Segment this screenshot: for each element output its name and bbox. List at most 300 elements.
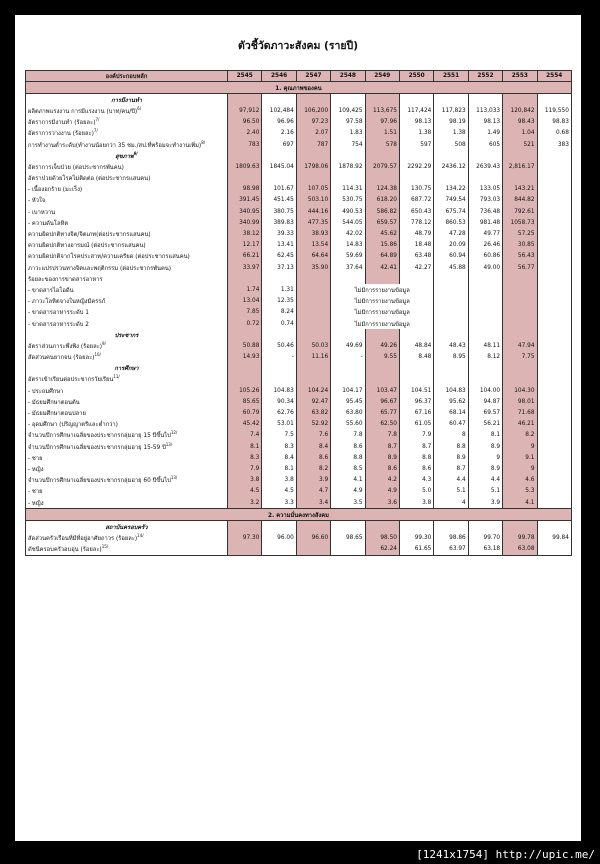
- value-cell: [434, 374, 468, 385]
- value-cell: 98.50: [365, 533, 399, 544]
- table-row: [26, 318, 572, 329]
- value-cell: [537, 184, 571, 195]
- table-row: [26, 544, 572, 556]
- row-label: - หญิง: [28, 466, 44, 473]
- empty-cell: [434, 329, 468, 340]
- value-cell: [262, 544, 296, 556]
- subsection-title: การศึกษา: [114, 366, 139, 373]
- value-cell: [537, 318, 571, 329]
- value-cell: 8.9: [365, 452, 399, 463]
- table-row: [26, 262, 572, 273]
- value-cell: 107.05: [296, 184, 330, 195]
- value-cell: 8.4: [262, 452, 296, 463]
- value-cell: 5.0: [399, 486, 433, 497]
- value-cell: 134.22: [434, 184, 468, 195]
- value-cell: [537, 396, 571, 407]
- value-cell: [399, 173, 433, 184]
- value-cell: 2079.57: [365, 161, 399, 172]
- value-cell: 659.57: [365, 217, 399, 228]
- value-cell: 11.16: [296, 352, 330, 363]
- value-cell: 98.13: [399, 117, 433, 128]
- empty-cell: [537, 94, 571, 106]
- row-label: อัตราการมีงานทำ (ร้อยละ): [28, 120, 96, 127]
- empty-cell: [468, 363, 502, 374]
- row-label: - เบาหวาน: [28, 209, 56, 216]
- row-label: จำนวนปีการศึกษาเฉลี่ยของประชากรกลุ่มอายุ 15 ปีขึ้นไป: [28, 433, 171, 440]
- value-cell: 8.8: [399, 452, 433, 463]
- no-data-note: ไม่มีการรายงานข้อมูล: [331, 307, 434, 318]
- row-label: - ขาดสารอาหารระดับ 2: [28, 321, 89, 328]
- value-cell: [537, 206, 571, 217]
- empty-cell: [503, 150, 537, 161]
- footnote-ref: 9/: [133, 150, 138, 156]
- value-cell: [296, 374, 330, 385]
- value-cell: 1809.63: [228, 161, 262, 172]
- subsection-title: ประชากร: [114, 332, 139, 339]
- value-cell: 793.03: [468, 195, 502, 206]
- empty-cell: [262, 521, 296, 533]
- value-cell: 53.01: [262, 419, 296, 430]
- value-cell: 4.1: [503, 497, 537, 509]
- value-cell: [503, 318, 537, 329]
- value-cell: 98.83: [537, 117, 571, 128]
- value-cell: [434, 273, 468, 284]
- value-cell: 4.5: [262, 486, 296, 497]
- value-cell: 8.48: [399, 352, 433, 363]
- subsection-row: [26, 363, 572, 374]
- value-cell: 844.82: [503, 195, 537, 206]
- value-cell: 98.13: [468, 117, 502, 128]
- empty-cell: [262, 329, 296, 340]
- empty-cell: [399, 150, 433, 161]
- value-cell: [537, 430, 571, 441]
- value-cell: 96.37: [399, 396, 433, 407]
- value-cell: 13.41: [262, 240, 296, 251]
- header-year: 2551: [434, 71, 468, 82]
- header-year: 2547: [296, 71, 330, 82]
- value-cell: 792.61: [503, 206, 537, 217]
- row-label: อัตราป่วยด้วยโรคไม่ติดต่อ (ต่อประชากรแสนคน): [28, 176, 151, 183]
- empty-cell: [296, 329, 330, 340]
- no-data-note: ไม่มีการรายงานข้อมูล: [331, 284, 434, 295]
- empty-cell: [228, 521, 262, 533]
- value-cell: [331, 544, 365, 556]
- value-cell: [468, 318, 502, 329]
- value-cell: 8.2: [296, 463, 330, 474]
- value-cell: 63.18: [468, 544, 502, 556]
- empty-cell: [331, 150, 365, 161]
- value-cell: [262, 273, 296, 284]
- empty-cell: [331, 363, 365, 374]
- value-cell: 124.38: [365, 184, 399, 195]
- empty-cell: [537, 329, 571, 340]
- value-cell: 444.16: [296, 206, 330, 217]
- value-cell: [537, 161, 571, 172]
- value-cell: 8.8: [331, 452, 365, 463]
- value-cell: 1.49: [468, 128, 502, 139]
- value-cell: 57.25: [503, 228, 537, 239]
- empty-cell: [468, 94, 502, 106]
- table-row: [26, 139, 572, 150]
- value-cell: 97.58: [331, 117, 365, 128]
- empty-cell: [262, 94, 296, 106]
- value-cell: 59.69: [331, 251, 365, 262]
- value-cell: 45.42: [228, 419, 262, 430]
- value-cell: 96.96: [262, 117, 296, 128]
- value-cell: 4.2: [365, 475, 399, 486]
- table-row: [26, 184, 572, 195]
- value-cell: [228, 173, 262, 184]
- value-cell: 3.8: [228, 475, 262, 486]
- value-cell: 15.86: [365, 240, 399, 251]
- value-cell: [331, 273, 365, 284]
- value-cell: 787: [296, 139, 330, 150]
- value-cell: 675.74: [434, 206, 468, 217]
- value-cell: 113,033: [468, 105, 502, 116]
- value-cell: 60.79: [228, 407, 262, 418]
- table-row: [26, 463, 572, 474]
- value-cell: [537, 475, 571, 486]
- image-size-footer: [1241x1754] http://upic.me/: [413, 847, 598, 862]
- row-label: - หัวใจ: [28, 198, 46, 205]
- value-cell: 9.55: [365, 352, 399, 363]
- value-cell: 8.24: [262, 307, 296, 318]
- row-label: ความผิดปกติทางจิต/จิตเภท(ต่อประชากรแสนคน): [28, 232, 151, 239]
- value-cell: [296, 544, 330, 556]
- value-cell: 8.9: [468, 441, 502, 452]
- value-cell: 4: [434, 497, 468, 509]
- value-cell: 60.86: [468, 251, 502, 262]
- value-cell: 104.83: [262, 385, 296, 396]
- value-cell: 8: [434, 430, 468, 441]
- value-cell: 69.57: [468, 407, 502, 418]
- empty-cell: [434, 521, 468, 533]
- value-cell: 49.77: [468, 228, 502, 239]
- value-cell: 96.00: [262, 533, 296, 544]
- value-cell: 981.48: [468, 217, 502, 228]
- value-cell: -: [262, 352, 296, 363]
- value-cell: [537, 340, 571, 351]
- value-cell: 45.62: [365, 228, 399, 239]
- value-cell: 340.95: [228, 206, 262, 217]
- table-row: [26, 533, 572, 544]
- value-cell: 5.1: [434, 486, 468, 497]
- value-cell: 4.9: [331, 486, 365, 497]
- value-cell: 8.6: [399, 463, 433, 474]
- empty-cell: [468, 521, 502, 533]
- row-label: - ความดันโลหิต: [28, 220, 69, 227]
- value-cell: 96.67: [365, 396, 399, 407]
- value-cell: 605: [468, 139, 502, 150]
- value-cell: 143.21: [503, 184, 537, 195]
- value-cell: 340.99: [228, 217, 262, 228]
- value-cell: [537, 195, 571, 206]
- value-cell: [468, 173, 502, 184]
- value-cell: 106,200: [296, 105, 330, 116]
- value-cell: 48.84: [399, 340, 433, 351]
- value-cell: 7.75: [503, 352, 537, 363]
- value-cell: [262, 173, 296, 184]
- no-data-note: ไม่มีการรายงานข้อมูล: [331, 318, 434, 329]
- empty-cell: [365, 363, 399, 374]
- value-cell: [296, 296, 330, 307]
- value-cell: 63.08: [503, 544, 537, 556]
- value-cell: 99.78: [503, 533, 537, 544]
- value-cell: [537, 352, 571, 363]
- empty-cell: [296, 94, 330, 106]
- footnote-ref: 6/: [137, 106, 142, 112]
- value-cell: [537, 296, 571, 307]
- value-cell: 383: [537, 139, 571, 150]
- table-row: [26, 419, 572, 430]
- value-cell: 39.33: [262, 228, 296, 239]
- value-cell: [296, 273, 330, 284]
- value-cell: -: [331, 352, 365, 363]
- footnote-ref: 9/: [102, 340, 106, 346]
- value-cell: 1.83: [331, 128, 365, 139]
- table-header-row: [26, 71, 572, 82]
- value-cell: [399, 273, 433, 284]
- table-row: [26, 228, 572, 239]
- empty-cell: [365, 329, 399, 340]
- value-cell: 97.30: [228, 533, 262, 544]
- value-cell: 8.6: [365, 463, 399, 474]
- empty-cell: [228, 150, 262, 161]
- row-label: อัตราเข้าเรียนต่อประชากรวัยเรียน: [28, 377, 114, 384]
- value-cell: 4.4: [434, 475, 468, 486]
- row-label: การทำงานต่ำระดับ(ทำงานน้อยกว่า 35 ชม./สป.ที่พร้อมจะทำงานเพิ่ม): [28, 142, 202, 149]
- row-label: ความผิดปกติทางอารมณ์ (ต่อประชากรแสนคน): [28, 243, 146, 250]
- empty-cell: [365, 150, 399, 161]
- value-cell: 46.21: [503, 419, 537, 430]
- value-cell: 56.77: [503, 262, 537, 273]
- value-cell: 117,823: [434, 105, 468, 116]
- value-cell: [537, 307, 571, 318]
- value-cell: 104.24: [296, 385, 330, 396]
- value-cell: [468, 296, 502, 307]
- table-row: [26, 206, 572, 217]
- value-cell: 20.09: [434, 240, 468, 251]
- value-cell: 3.2: [228, 497, 262, 509]
- table-row: [26, 486, 572, 497]
- value-cell: 1.38: [434, 128, 468, 139]
- value-cell: 95.45: [331, 396, 365, 407]
- value-cell: 1798.06: [296, 161, 330, 172]
- value-cell: [262, 374, 296, 385]
- row-label: สัดส่วนครัวเรือนที่มีที่อยู่อาศัยถาวร (ร้อยละ): [28, 536, 138, 543]
- value-cell: 98.86: [434, 533, 468, 544]
- value-cell: [537, 251, 571, 262]
- row-label: อัตราส่วนภาระพึ่งพิง (ร้อยละ): [28, 343, 103, 350]
- value-cell: 96.50: [228, 117, 262, 128]
- value-cell: 49.26: [365, 340, 399, 351]
- value-cell: 67.16: [399, 407, 433, 418]
- value-cell: [537, 544, 571, 556]
- value-cell: 9.1: [503, 452, 537, 463]
- row-label: อัตราการว่างงาน (ร้อยละ): [28, 131, 94, 138]
- empty-cell: [503, 521, 537, 533]
- table-row: [26, 296, 572, 307]
- row-label: - ขาดสารอาหารระดับ 1: [28, 310, 89, 317]
- value-cell: 380.75: [262, 206, 296, 217]
- value-cell: [537, 463, 571, 474]
- value-cell: [468, 374, 502, 385]
- section-title: 2. ความมั่นคงทางสังคม: [26, 509, 572, 521]
- value-cell: 8.1: [228, 441, 262, 452]
- table-row: [26, 173, 572, 184]
- value-cell: 7.6: [296, 430, 330, 441]
- subsection-row: [26, 94, 572, 106]
- empty-cell: [228, 363, 262, 374]
- footnote-ref: 13/: [165, 441, 173, 447]
- table-row: [26, 452, 572, 463]
- value-cell: 102,484: [262, 105, 296, 116]
- value-cell: 18.48: [399, 240, 433, 251]
- value-cell: 99.84: [537, 533, 571, 544]
- row-label: - หญิง: [28, 500, 44, 507]
- row-label: ภาวะแปรปรวนทางจิตและพฤติกรรม (ต่อประชากรพันคน): [28, 265, 172, 272]
- value-cell: 1.38: [399, 128, 433, 139]
- value-cell: 94.87: [468, 396, 502, 407]
- value-cell: 103.47: [365, 385, 399, 396]
- value-cell: 544.05: [331, 217, 365, 228]
- row-label: - ขาดสารไอโอดีน: [28, 287, 74, 294]
- value-cell: [468, 307, 502, 318]
- value-cell: 1058.73: [503, 217, 537, 228]
- value-cell: 8.5: [331, 463, 365, 474]
- value-cell: 521: [503, 139, 537, 150]
- value-cell: 490.53: [331, 206, 365, 217]
- value-cell: 56.21: [468, 419, 502, 430]
- value-cell: 3.5: [331, 497, 365, 509]
- value-cell: 66.21: [228, 251, 262, 262]
- value-cell: 4.6: [503, 475, 537, 486]
- empty-cell: [468, 150, 502, 161]
- value-cell: [399, 374, 433, 385]
- value-cell: 8.7: [365, 441, 399, 452]
- value-cell: 92.47: [296, 396, 330, 407]
- table-row: [26, 407, 572, 418]
- empty-cell: [365, 521, 399, 533]
- row-label: ดัชนีครอบครัวอบอุ่น (ร้อยละ): [28, 547, 102, 554]
- value-cell: 30.85: [503, 240, 537, 251]
- value-cell: [537, 228, 571, 239]
- empty-cell: [296, 150, 330, 161]
- footnote-ref: 11/: [113, 374, 120, 380]
- value-cell: [537, 173, 571, 184]
- value-cell: [434, 307, 468, 318]
- value-cell: 2.16: [262, 128, 296, 139]
- footnote-ref: 13/: [170, 475, 178, 481]
- empty-cell: [399, 363, 433, 374]
- value-cell: 113,675: [365, 105, 399, 116]
- value-cell: [468, 284, 502, 295]
- value-cell: [537, 419, 571, 430]
- value-cell: 8.9: [434, 452, 468, 463]
- value-cell: 104.00: [468, 385, 502, 396]
- value-cell: 26.46: [468, 240, 502, 251]
- value-cell: 48.43: [434, 340, 468, 351]
- value-cell: 7.8: [331, 430, 365, 441]
- value-cell: 61.65: [399, 544, 433, 556]
- value-cell: 38.12: [228, 228, 262, 239]
- value-cell: 62.76: [262, 407, 296, 418]
- footnote-ref: 8/: [201, 139, 206, 145]
- value-cell: 4.7: [296, 486, 330, 497]
- row-label: - ชาย: [28, 455, 43, 462]
- value-cell: 8.2: [503, 430, 537, 441]
- empty-cell: [331, 94, 365, 106]
- value-cell: 3.8: [262, 475, 296, 486]
- empty-cell: [399, 94, 433, 106]
- value-cell: 12.35: [262, 296, 296, 307]
- value-cell: 49.69: [331, 340, 365, 351]
- value-cell: 3.4: [296, 497, 330, 509]
- row-label: สัดส่วนคนยากจน (ร้อยละ): [28, 355, 95, 362]
- value-cell: 1.74: [228, 284, 262, 295]
- footnote-ref: 7/: [93, 128, 98, 134]
- value-cell: 56.43: [503, 251, 537, 262]
- value-cell: 8.7: [399, 441, 433, 452]
- value-cell: 62.50: [365, 419, 399, 430]
- value-cell: [537, 217, 571, 228]
- value-cell: [434, 284, 468, 295]
- value-cell: 3.3: [262, 497, 296, 509]
- table-row: [26, 497, 572, 509]
- value-cell: 2.07: [296, 128, 330, 139]
- value-cell: 37.64: [331, 262, 365, 273]
- value-cell: 90.34: [262, 396, 296, 407]
- value-cell: [537, 452, 571, 463]
- row-label: จำนวนปีการศึกษาเฉลี่ยของประชากรกลุ่มอายุ 60 ปีขึ้นไป: [28, 478, 171, 485]
- table-body: [26, 82, 572, 556]
- value-cell: 101.67: [262, 184, 296, 195]
- value-cell: 63.82: [296, 407, 330, 418]
- value-cell: [503, 284, 537, 295]
- value-cell: 7.5: [262, 430, 296, 441]
- value-cell: 104.83: [434, 385, 468, 396]
- value-cell: 42.27: [399, 262, 433, 273]
- section-title: 1. คุณภาพของคน: [26, 82, 572, 94]
- empty-cell: [262, 363, 296, 374]
- value-cell: 2639.43: [468, 161, 502, 172]
- value-cell: [537, 273, 571, 284]
- value-cell: 451.45: [262, 195, 296, 206]
- value-cell: [537, 407, 571, 418]
- value-cell: [503, 273, 537, 284]
- value-cell: 8.8: [434, 441, 468, 452]
- value-cell: 64.89: [365, 251, 399, 262]
- empty-cell: [537, 150, 571, 161]
- value-cell: 4.5: [228, 486, 262, 497]
- row-label: ร้อยละของการขาดสารอาหาร: [28, 276, 103, 283]
- value-cell: [228, 544, 262, 556]
- value-cell: 7.8: [365, 430, 399, 441]
- empty-cell: [399, 329, 433, 340]
- value-cell: 117,424: [399, 105, 433, 116]
- table-row: [26, 161, 572, 172]
- value-cell: [537, 374, 571, 385]
- value-cell: 48.79: [399, 228, 433, 239]
- value-cell: 578: [365, 139, 399, 150]
- header-label: องค์ประกอบหลัก: [26, 71, 228, 82]
- subsection-title: การมีงานทำ: [111, 97, 142, 104]
- empty-cell: [365, 94, 399, 106]
- value-cell: 42.41: [365, 262, 399, 273]
- empty-cell: [537, 363, 571, 374]
- value-cell: 4.3: [399, 475, 433, 486]
- value-cell: 8.12: [468, 352, 502, 363]
